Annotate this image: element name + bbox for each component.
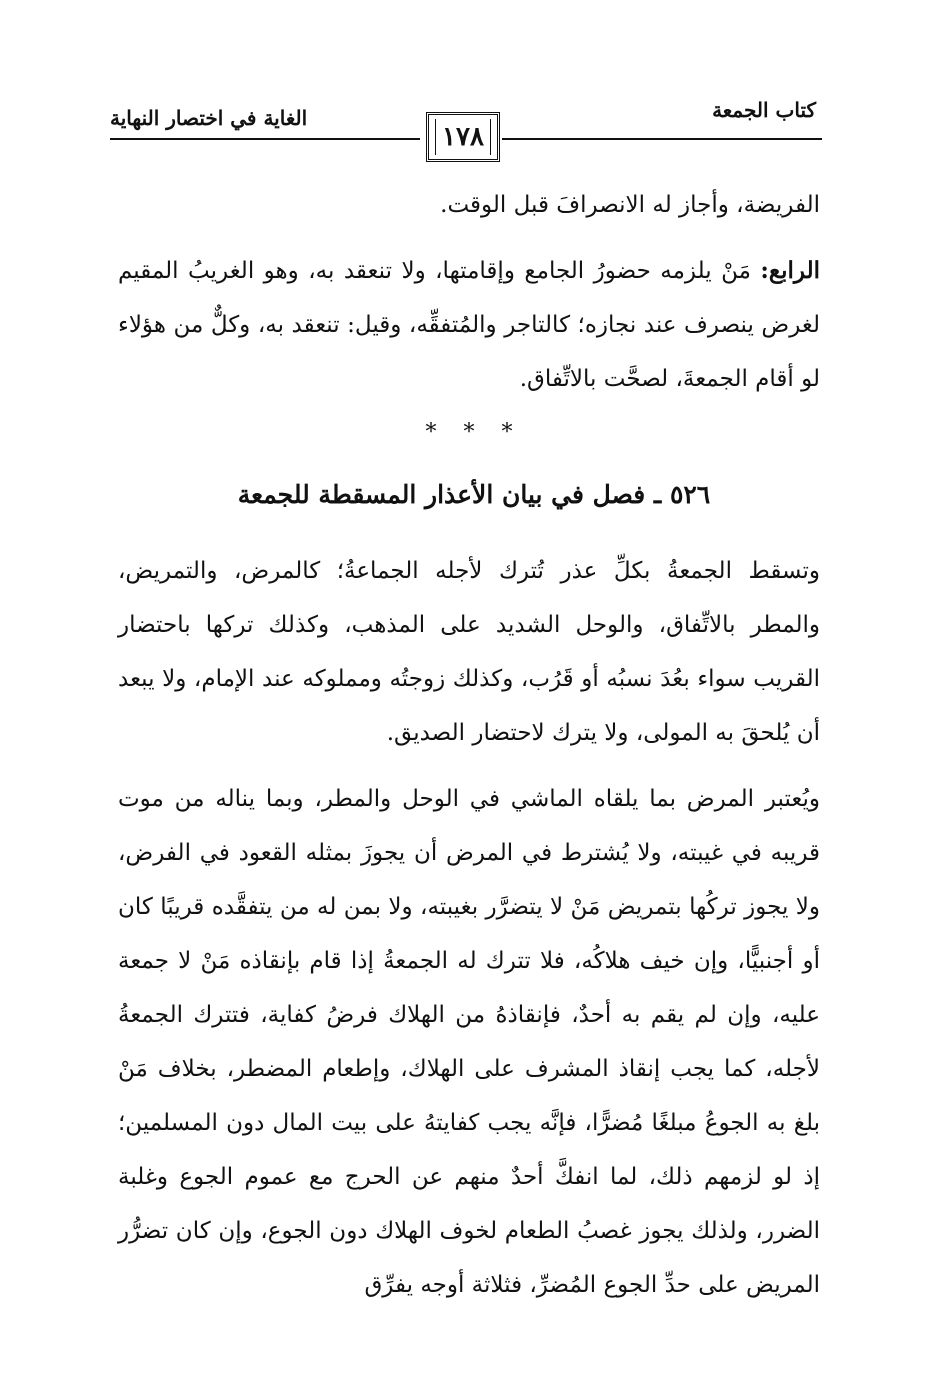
running-head-book-title: الغاية في اختصار النهاية (110, 106, 308, 130)
section-divider: * * * (425, 420, 523, 445)
header-rule-left (110, 138, 420, 140)
running-head-chapter: كتاب الجمعة (712, 98, 816, 122)
section-heading: ٥٢٦ ـ فصل في بيان الأعذار المسقطة للجمعة (237, 480, 711, 509)
page-number-frame (426, 112, 500, 162)
text-block-section (118, 544, 820, 1312)
paragraph-illness: ويُعتبر المرض بما يلقاه الماشي في الوحل والمطر، وبما يناله من موت قريبه في غيبته، ولا يُشترط في المرض أن يجوزَ بمثله القعود في الفرض، ولا يجوز تركُها بتمريض مَنْ لا يتضرَّر بغيبته، ولا بمن له من يتفقَّده قريبًا كان أو أجنبيًّا، وإن خيف هلاكُه، فلا تترك له الجمعةُ إذا قام بإنقاذه مَنْ لا جمعة عليه، وإن لم يقم به أحدٌ، فإنقاذهُ من الهلاك فرضُ كفاية، فتترك الجمعةُ لأجله، كما يجب إنقاذ المشرف على الهلاك، وإطعام المضطر، بخلاف مَنْ بلغ به الجوعُ مبلغًا مُضرًّا، فإنَّه يجب كفايتهُ على بيت المال دون المسلمين؛ إذ لو لزمهم ذلك، لما انفكَّ أحدٌ منهم عن الحرج مع عموم الجوع وغلبة الضرر، ولذلك يجوز غصبُ الطعام لخوف الهلاك دون الجوع، وإن كان تضرُّر المريض على حدِّ الجوع المُضرِّ، فثلاثة أوجه يفرِّق (118, 786, 820, 1298)
paragraph-fourth (118, 244, 820, 406)
page-number: ١٧٨ (442, 122, 484, 152)
paragraph-continuation: الفريضة، وأجاز له الانصرافَ قبل الوقت. (440, 192, 820, 218)
header-rule-right (502, 138, 822, 140)
paragraph-label: الرابع: (760, 257, 820, 284)
text-block-top (118, 178, 820, 406)
paragraph-text: مَنْ يلزمه حضورُ الجامع وإقامتها، ولا تنعقد به، وهو الغريبُ المقيم لغرض ينصرف عند نجازه؛ كالتاجر والمُتفقِّه، وقيل: تنعقد به، وكلٌّ من هؤلاء لو أقام الجمعةَ، لصحَّت بالاتِّفاق. (118, 258, 820, 392)
paragraph-excuses: وتسقط الجمعةُ بكلِّ عذر تُترك لأجله الجماعةُ؛ كالمرض، والتمريض، والمطر بالاتِّفاق، والوحل الشديد على المذهب، وكذلك تركها باحتضار القريب سواء بعُدَ نسبُه أو قَرُب، وكذلك زوجتُه ومملوكه عند الإمام، ولا يبعد أن يُلحقَ به المولى، ولا يترك لاحتضار الصديق. (118, 558, 820, 746)
